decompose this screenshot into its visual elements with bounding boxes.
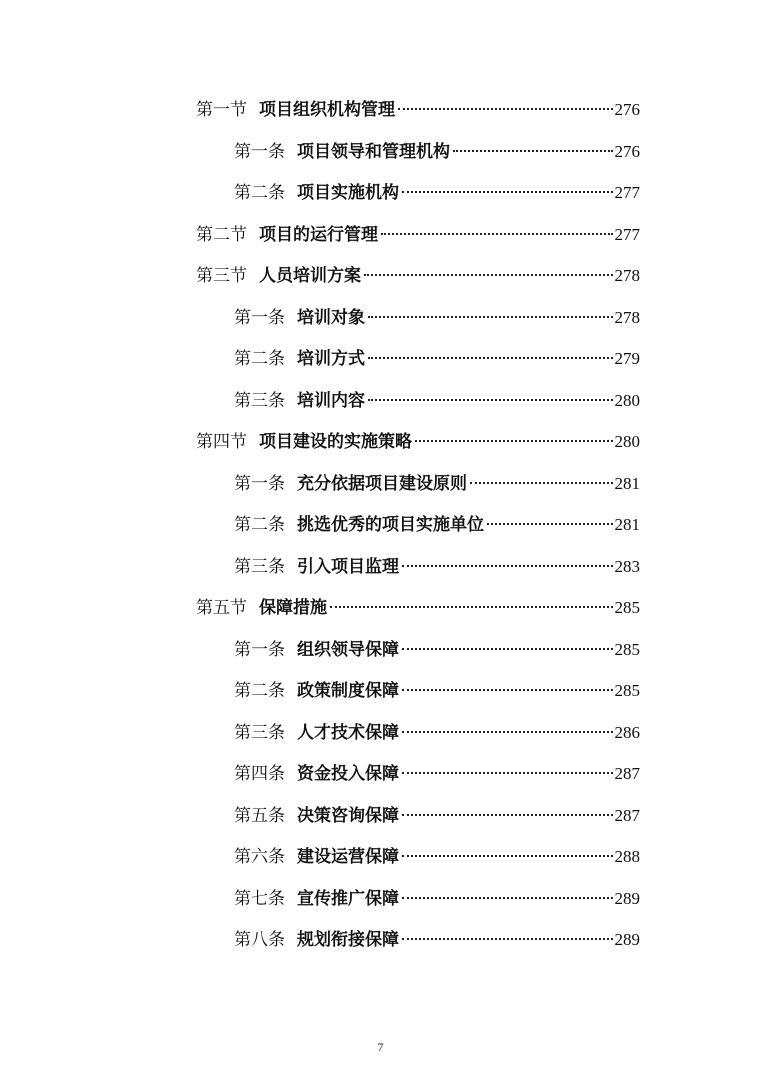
toc-entry[interactable] bbox=[234, 512, 640, 538]
toc-entry-title: 培训方式 bbox=[297, 349, 365, 369]
toc-entry-number: 第二节 bbox=[196, 225, 247, 245]
toc-entry[interactable] bbox=[234, 761, 640, 787]
toc-entry-title: 规划衔接保障 bbox=[297, 930, 399, 950]
toc-entry-number: 第一节 bbox=[196, 100, 247, 120]
toc-entry-number: 第五节 bbox=[196, 598, 247, 618]
toc-entry-page: 289 bbox=[614, 889, 640, 908]
dot-leader bbox=[330, 606, 613, 608]
dot-leader bbox=[402, 565, 613, 567]
toc-entry[interactable] bbox=[234, 554, 640, 580]
toc-entry-title: 项目建设的实施策略 bbox=[259, 432, 412, 452]
toc-entry-number: 第二条 bbox=[234, 681, 285, 701]
toc-entry-title: 保障措施 bbox=[259, 598, 327, 618]
toc-entry-title: 资金投入保障 bbox=[297, 764, 399, 784]
dot-leader bbox=[402, 731, 613, 733]
toc-entry-title: 人才技术保障 bbox=[297, 723, 399, 743]
toc-entry-title: 挑选优秀的项目实施单位 bbox=[297, 515, 484, 535]
toc-entry-page: 287 bbox=[614, 806, 640, 825]
toc-entry-number: 第五条 bbox=[234, 806, 285, 826]
dot-leader bbox=[402, 897, 613, 899]
toc-entry[interactable] bbox=[234, 844, 640, 870]
toc-entry-number: 第一条 bbox=[234, 142, 285, 162]
toc-entry[interactable] bbox=[234, 927, 640, 953]
toc-entry[interactable] bbox=[196, 429, 640, 455]
toc-entry-number: 第一条 bbox=[234, 640, 285, 660]
dot-leader bbox=[402, 772, 613, 774]
toc-entry-title: 培训对象 bbox=[297, 308, 365, 328]
toc-entry-title: 项目的运行管理 bbox=[259, 225, 378, 245]
toc-entry-title: 人员培训方案 bbox=[259, 266, 361, 286]
dot-leader bbox=[368, 399, 613, 401]
toc-entry-page: 277 bbox=[614, 183, 640, 202]
toc-entry[interactable] bbox=[234, 388, 640, 414]
toc-entry-page: 278 bbox=[614, 266, 640, 285]
toc-entry-page: 278 bbox=[614, 308, 640, 327]
toc-entry[interactable] bbox=[234, 637, 640, 663]
toc-entry-title: 项目领导和管理机构 bbox=[297, 142, 450, 162]
toc-entry-number: 第四节 bbox=[196, 432, 247, 452]
dot-leader bbox=[402, 855, 613, 857]
toc-entry-title: 建设运营保障 bbox=[297, 847, 399, 867]
dot-leader bbox=[368, 357, 613, 359]
toc-entry-page: 280 bbox=[614, 391, 640, 410]
toc-entry-page: 289 bbox=[614, 930, 640, 949]
toc-entry-number: 第六条 bbox=[234, 847, 285, 867]
toc-entry-page: 287 bbox=[614, 764, 640, 783]
dot-leader bbox=[470, 482, 613, 484]
toc-entry[interactable] bbox=[196, 222, 640, 248]
dot-leader bbox=[487, 523, 613, 525]
toc-entry-page: 286 bbox=[614, 723, 640, 742]
toc-entry-title: 决策咨询保障 bbox=[297, 806, 399, 826]
toc-entry-number: 第三条 bbox=[234, 391, 285, 411]
toc-entry-page: 283 bbox=[614, 557, 640, 576]
toc-entry[interactable] bbox=[196, 97, 640, 123]
toc-entry-page: 285 bbox=[614, 681, 640, 700]
toc-entry-title: 培训内容 bbox=[297, 391, 365, 411]
toc-entry-number: 第三条 bbox=[234, 723, 285, 743]
dot-leader bbox=[364, 274, 613, 276]
toc-entry[interactable] bbox=[234, 139, 640, 165]
page-number: 7 bbox=[377, 1040, 384, 1054]
toc-entry[interactable] bbox=[196, 263, 640, 289]
dot-leader bbox=[453, 150, 613, 152]
toc-entry-number: 第一条 bbox=[234, 474, 285, 494]
toc-entry-number: 第三节 bbox=[196, 266, 247, 286]
toc-entry[interactable] bbox=[196, 595, 640, 621]
toc-entry-title: 宣传推广保障 bbox=[297, 889, 399, 909]
toc-entry[interactable] bbox=[234, 180, 640, 206]
dot-leader bbox=[415, 440, 613, 442]
toc-entry[interactable] bbox=[234, 720, 640, 746]
toc-entry[interactable] bbox=[234, 305, 640, 331]
dot-leader bbox=[381, 233, 613, 235]
toc-entry[interactable] bbox=[234, 678, 640, 704]
toc-entry-page: 288 bbox=[614, 847, 640, 866]
toc-entry-number: 第二条 bbox=[234, 515, 285, 535]
toc-entry[interactable] bbox=[234, 346, 640, 372]
toc-entry-title: 政策制度保障 bbox=[297, 681, 399, 701]
dot-leader bbox=[402, 814, 613, 816]
toc-entry-page: 285 bbox=[614, 640, 640, 659]
toc-entry-page: 277 bbox=[614, 225, 640, 244]
toc-entry-page: 281 bbox=[614, 474, 640, 493]
toc-entry-number: 第二条 bbox=[234, 183, 285, 203]
toc-entry-page: 285 bbox=[614, 598, 640, 617]
toc-entry-page: 276 bbox=[614, 142, 640, 161]
dot-leader bbox=[402, 689, 613, 691]
toc-entry[interactable] bbox=[234, 471, 640, 497]
dot-leader bbox=[398, 108, 613, 110]
toc-entry-number: 第四条 bbox=[234, 764, 285, 784]
toc-entry-page: 280 bbox=[614, 432, 640, 451]
toc-entry-page: 276 bbox=[614, 100, 640, 119]
dot-leader bbox=[402, 191, 613, 193]
toc-entry-number: 第二条 bbox=[234, 349, 285, 369]
dot-leader bbox=[402, 938, 613, 940]
toc-entry-number: 第七条 bbox=[234, 889, 285, 909]
dot-leader bbox=[402, 648, 613, 650]
toc-entry-title: 引入项目监理 bbox=[297, 557, 399, 577]
toc-entry-title: 项目实施机构 bbox=[297, 183, 399, 203]
toc-entry-number: 第一条 bbox=[234, 308, 285, 328]
toc-entry[interactable] bbox=[234, 886, 640, 912]
toc-entry[interactable] bbox=[234, 803, 640, 829]
toc-entry-number: 第八条 bbox=[234, 930, 285, 950]
toc-entry-number: 第三条 bbox=[234, 557, 285, 577]
toc-entry-title: 充分依据项目建设原则 bbox=[297, 474, 467, 494]
dot-leader bbox=[368, 316, 613, 318]
toc-entry-title: 组织领导保障 bbox=[297, 640, 399, 660]
toc-entry-page: 279 bbox=[614, 349, 640, 368]
toc-entry-title: 项目组织机构管理 bbox=[259, 100, 395, 120]
toc-entry-page: 281 bbox=[614, 515, 640, 534]
